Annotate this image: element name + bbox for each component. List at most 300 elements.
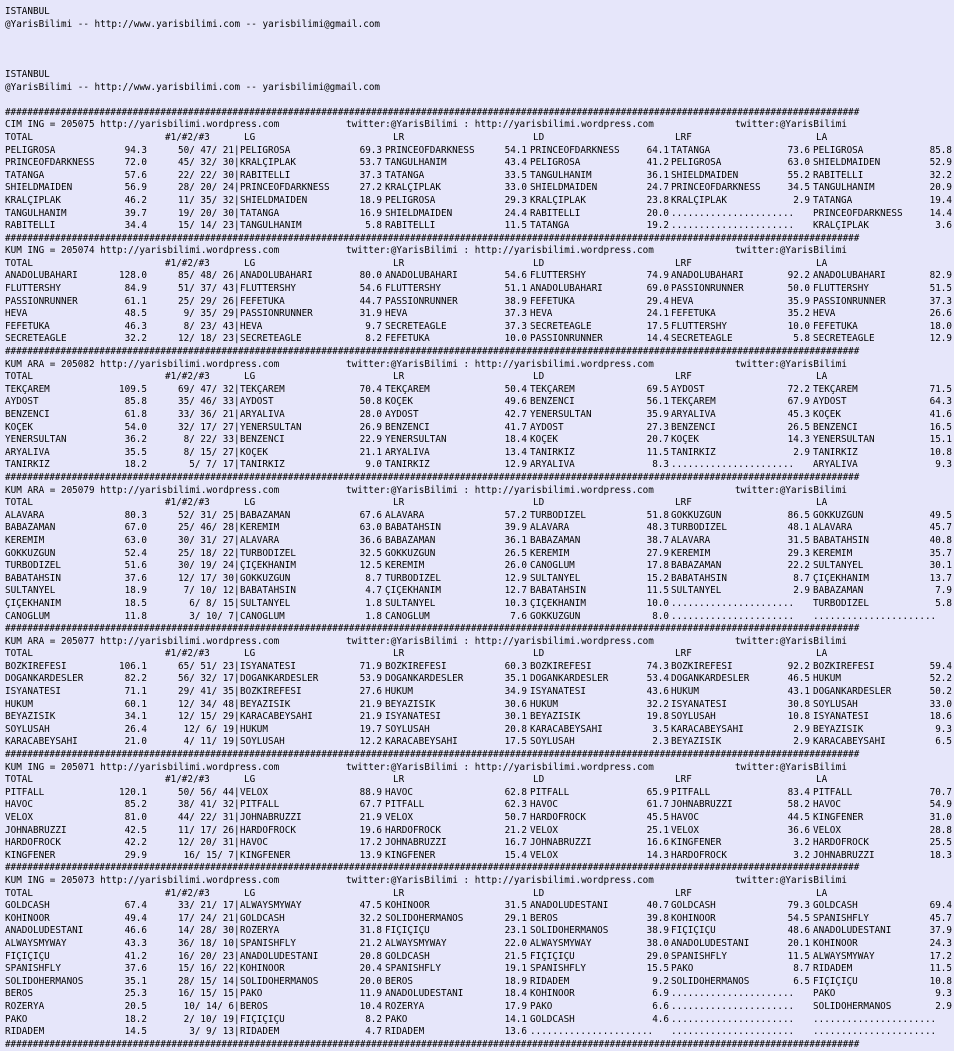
lg-score: 53.7	[359, 157, 382, 169]
table-row	[5, 522, 954, 535]
table-row	[5, 585, 954, 598]
lrf-name: ......................	[671, 597, 795, 609]
column-divider: |	[234, 799, 240, 811]
total-score: 14.5	[124, 1026, 147, 1038]
ld-name: GOLDCASH	[530, 1013, 575, 1025]
la-score: 11.5	[929, 963, 952, 975]
total-score: 41.2	[124, 950, 147, 962]
col-ranks-header: #1/#2/#3	[165, 371, 210, 383]
race-title-line	[5, 762, 954, 775]
la-score: 70.7	[929, 786, 952, 798]
horse-name: FEFETUKA	[5, 320, 50, 332]
la-score: 33.0	[929, 698, 952, 710]
column-divider: |	[234, 144, 240, 156]
lrf-name: HÜKÜM	[671, 686, 699, 698]
ld-name: DOGANKARDESLER	[530, 673, 609, 685]
lg-name: PITFALL	[240, 799, 280, 811]
col-lr-header: LR	[393, 257, 405, 269]
table-row	[5, 535, 954, 548]
table-row	[5, 963, 954, 976]
la-name: TURBODIZEL	[813, 597, 869, 609]
rank-counts: 17/ 24/ 21	[178, 912, 234, 924]
ld-score: 64.1	[646, 144, 669, 156]
race-title: KUM ARA = 205082 http://yarisbilimi.wordpress.com	[5, 358, 280, 370]
lrf-name: KINGFENER	[671, 837, 722, 849]
la-score: 26.6	[929, 308, 952, 320]
ld-score: 11.5	[646, 446, 669, 458]
horse-name: HARDOFROCK	[5, 837, 61, 849]
horse-name: ALAVARA	[5, 509, 45, 521]
lrf-score: 36.6	[787, 824, 810, 836]
lr-score: 29.1	[504, 912, 527, 924]
lr-name: ÇIÇEKHANIM	[385, 585, 441, 597]
lr-name: PITFALL	[385, 799, 425, 811]
ld-score: 17.5	[646, 320, 669, 332]
la-score: 52.9	[929, 157, 952, 169]
col-lg-header: LG	[244, 371, 256, 383]
twitter-handle: twitter:@YarisBilimi	[735, 484, 847, 496]
ld-name: HEVA	[530, 308, 553, 320]
rank-counts: 16/ 20/ 23	[178, 950, 234, 962]
lrf-score: 20.1	[787, 937, 810, 949]
lrf-score: 2.9	[793, 723, 810, 735]
lg-name: HÜKÜM	[240, 723, 268, 735]
lr-name: SPANISHFLY	[385, 963, 441, 975]
rank-counts: 52/ 31/ 25	[178, 509, 234, 521]
race-title-line	[5, 245, 954, 258]
la-score: 20.9	[929, 182, 952, 194]
la-name: TEKÇAREM	[813, 383, 858, 395]
total-score: 21.0	[124, 736, 147, 748]
total-score: 43.3	[124, 937, 147, 949]
la-name: RIDADEM	[813, 963, 853, 975]
lr-name: BEYAZISIK	[385, 698, 436, 710]
horse-name: ÇIÇEKHANIM	[5, 597, 61, 609]
hash-separator: ##########################################################################################################################################################	[5, 232, 860, 244]
lrf-name: KÖÇEK	[671, 434, 699, 446]
total-score: 57.6	[124, 169, 147, 181]
lrf-name: TANIRKIZ	[671, 446, 716, 458]
column-divider: |	[234, 912, 240, 924]
ld-score: 9.2	[652, 975, 669, 987]
race-title: KUM ING = 205073 http://yarisbilimi.wordpress.com	[5, 874, 280, 886]
lg-name: VELOX	[240, 786, 268, 798]
lrf-name: FEFETUKA	[671, 308, 716, 320]
column-divider: |	[234, 824, 240, 836]
column-divider: |	[234, 534, 240, 546]
hash-separator: ##########################################################################################################################################################	[5, 106, 860, 118]
ld-name: SOLIDOHERMANOS	[530, 925, 609, 937]
ld-score: 40.7	[646, 900, 669, 912]
lg-score: 32.2	[359, 912, 382, 924]
ld-score: 29.4	[646, 295, 669, 307]
horse-name: HÜKÜM	[5, 698, 33, 710]
rank-counts: 45/ 32/ 30	[178, 157, 234, 169]
lr-name: PELIGROSA	[385, 194, 436, 206]
rank-counts: 12/ 18/ 23	[178, 333, 234, 345]
la-name: TATANGA	[813, 194, 853, 206]
la-score: 16.5	[929, 421, 952, 433]
column-divider: |	[234, 560, 240, 572]
lg-name: BENZENCI	[240, 434, 285, 446]
lrf-name: DOGANKARDESLER	[671, 673, 750, 685]
lg-name: TATANGA	[240, 207, 280, 219]
lg-score: 19.6	[359, 824, 382, 836]
table-row	[5, 157, 954, 170]
horse-name: TATANGA	[5, 169, 45, 181]
la-score: 69.4	[929, 900, 952, 912]
lrf-score: 26.5	[787, 421, 810, 433]
column-divider: |	[234, 849, 240, 861]
lrf-name: SOLIDOHERMANOS	[671, 975, 750, 987]
lg-score: 8.2	[365, 1013, 382, 1025]
rank-counts: 3/ 10/ 7	[189, 610, 234, 622]
lrf-name: BABAZAMAN	[671, 560, 722, 572]
lrf-score: 50.0	[787, 283, 810, 295]
ld-score: 4.6	[652, 1013, 669, 1025]
table-row	[5, 409, 954, 422]
lrf-score: 48.6	[787, 925, 810, 937]
la-score: 10.8	[929, 446, 952, 458]
total-score: 120.1	[119, 786, 147, 798]
la-score: 9.3	[935, 988, 952, 1000]
ld-name: PELIGROSA	[530, 157, 581, 169]
col-ld-header: LD	[533, 774, 545, 786]
horse-name: SULTANYEL	[5, 585, 56, 597]
rank-counts: 12/ 17/ 30	[178, 572, 234, 584]
lr-name: SOLIDOHERMANOS	[385, 912, 464, 924]
lrf-name: ......................	[671, 207, 795, 219]
col-la-header: LA	[816, 887, 828, 899]
horse-name: RABITELLI	[5, 220, 56, 232]
rank-counts: 8/ 23/ 43	[183, 320, 234, 332]
lg-score: 21.9	[359, 812, 382, 823]
hash-separator: ##########################################################################################################################################################	[5, 862, 860, 874]
ld-name: KEREMIM	[530, 547, 570, 559]
lg-name: DOGANKARDESLER	[240, 673, 319, 685]
table-row	[5, 1026, 954, 1039]
lr-score: 21.2	[504, 824, 527, 836]
table-row	[5, 396, 954, 409]
race-title: KUM ING = 205071 http://yarisbilimi.wordpress.com	[5, 761, 280, 773]
la-score: 45.7	[929, 522, 952, 534]
lrf-score: 8.7	[793, 572, 810, 584]
rank-counts: 2/ 10/ 19	[183, 1013, 234, 1025]
lr-score: 30.1	[504, 711, 527, 723]
lg-name: YENERSULTAN	[240, 421, 302, 433]
hash-separator: ##########################################################################################################################################################	[5, 346, 860, 358]
table-row	[5, 308, 954, 321]
column-divider: |	[234, 434, 240, 446]
ld-score: 38.7	[646, 534, 669, 546]
col-lrf-header: LRF	[675, 131, 692, 143]
lg-score: 80.0	[359, 270, 382, 282]
column-divider: |	[234, 220, 240, 232]
lrf-name: HEVA	[671, 295, 694, 307]
lg-name: KRALÇIPLAK	[240, 157, 296, 169]
horse-name: SHIELDMAIDEN	[5, 182, 73, 194]
lg-score: 8.7	[365, 572, 382, 584]
lrf-name: ANADOLUBAHARI	[671, 270, 744, 282]
horse-name: FIÇIÇIÇU	[5, 950, 50, 962]
col-ranks-header: #1/#2/#3	[165, 131, 210, 143]
total-score: 56.9	[124, 182, 147, 194]
lg-name: ALWAYSMYWAY	[240, 900, 302, 912]
column-divider: |	[234, 409, 240, 420]
lr-name: KOHINOOR	[385, 900, 430, 912]
table-row	[5, 1014, 954, 1027]
twitter-link: twitter:@YarisBilimi : http://yarisbilimi.wordpress.com	[346, 119, 654, 131]
ld-name: ......................	[530, 1026, 654, 1038]
ld-score: 8.3	[652, 459, 669, 471]
horse-name: BEROS	[5, 988, 33, 1000]
rank-counts: 28/ 20/ 24	[178, 182, 234, 194]
table-row	[5, 900, 954, 913]
lrf-score: 79.3	[787, 900, 810, 912]
lg-name: PELIGROSA	[240, 144, 291, 156]
lrf-name: ......................	[671, 1026, 795, 1038]
header-credits-1: @YarisBilimi -- http://www.yarisbilimi.com -- yarisbilimi@gmail.com	[5, 18, 381, 30]
ld-name: ISYANATESI	[530, 686, 586, 698]
lrf-name: GÖKKUZGUN	[671, 509, 722, 521]
horse-name: SOYLUSAH	[5, 723, 50, 735]
lrf-name: HAVOC	[671, 812, 699, 823]
rank-counts: 5/ 7/ 17	[189, 459, 234, 471]
table-row	[5, 951, 954, 964]
lrf-name: ISYANATESI	[671, 698, 727, 710]
lg-score: 67.7	[359, 799, 382, 811]
ld-name: BABATAHSIN	[530, 585, 586, 597]
la-score: 28.8	[929, 824, 952, 836]
lr-score: 29.3	[504, 194, 527, 206]
rank-counts: 25/ 29/ 26	[178, 295, 234, 307]
column-divider: |	[234, 333, 240, 345]
la-name: AYDOST	[813, 396, 847, 408]
table-row	[5, 850, 954, 863]
lg-name: BEYAZISIK	[240, 698, 291, 710]
hash-separator: ##########################################################################################################################################################	[5, 1038, 860, 1050]
la-name: VELOX	[813, 824, 841, 836]
lg-name: SECRETEAGLE	[240, 333, 302, 345]
col-la-header: LA	[816, 131, 828, 143]
ld-score: 53.4	[646, 673, 669, 685]
column-divider: |	[234, 812, 240, 823]
lg-name: ISYANATESI	[240, 660, 296, 672]
lg-score: 47.5	[359, 900, 382, 912]
lg-score: 1.8	[365, 597, 382, 609]
total-score: 67.0	[124, 522, 147, 534]
column-divider: |	[234, 660, 240, 672]
total-score: 18.2	[124, 1013, 147, 1025]
la-name: BOZKIREFESI	[813, 660, 875, 672]
ld-name: RABITELLI	[530, 207, 581, 219]
rank-counts: 33/ 36/ 21	[178, 409, 234, 420]
column-divider: |	[234, 572, 240, 584]
ld-score: 36.1	[646, 169, 669, 181]
col-lg-header: LG	[244, 131, 256, 143]
ld-name: TANGÜLHANIM	[530, 169, 592, 181]
lr-score: 17.5	[504, 736, 527, 748]
lr-score: 15.4	[504, 849, 527, 861]
lg-name: ÇIÇEKHANIM	[240, 560, 296, 572]
lrf-score: 2.9	[793, 585, 810, 597]
la-name: FLUTTERSHY	[813, 283, 869, 295]
horse-name: SOLIDOHERMANOS	[5, 975, 84, 987]
lrf-score: 58.2	[787, 799, 810, 811]
horse-name: PRINCEOFDARKNESS	[5, 157, 95, 169]
ld-name: SHIELDMAIDEN	[530, 182, 598, 194]
la-name: JOHNABRUZZI	[813, 849, 875, 861]
twitter-link: twitter:@YarisBilimi : http://yarisbilimi.wordpress.com	[346, 874, 654, 886]
la-name: FEFETUKA	[813, 320, 858, 332]
lg-name: ROZERYA	[240, 925, 280, 937]
ld-name: YENERSULTAN	[530, 409, 592, 420]
ld-score: 23.8	[646, 194, 669, 206]
lrf-name: TEKÇAREM	[671, 396, 716, 408]
lr-score: 26.0	[504, 560, 527, 572]
column-header-row	[5, 888, 954, 901]
column-header-row	[5, 648, 954, 661]
horse-name: PAKO	[5, 1013, 28, 1025]
total-score: 46.2	[124, 194, 147, 206]
column-divider: |	[234, 686, 240, 698]
lrf-name: ......................	[671, 1013, 795, 1025]
la-name: GOLDCASH	[813, 900, 858, 912]
column-divider: |	[234, 182, 240, 194]
la-name: DOGANKARDESLER	[813, 686, 892, 698]
ld-score: 19.2	[646, 220, 669, 232]
total-score: 18.9	[124, 585, 147, 597]
lr-name: ANADOLUBAHARI	[385, 270, 458, 282]
total-score: 84.9	[124, 283, 147, 295]
total-score: 18.2	[124, 459, 147, 471]
lg-name: TANIRKIZ	[240, 459, 285, 471]
ld-name: ANADOLUDESTANI	[530, 900, 609, 912]
col-lrf-header: LRF	[675, 497, 692, 509]
lg-name: FEFETUKA	[240, 295, 285, 307]
total-score: 25.3	[124, 988, 147, 1000]
total-score: 85.8	[124, 396, 147, 408]
la-score: 2.9	[935, 1000, 952, 1012]
lr-name: HÜKÜM	[385, 686, 413, 698]
table-row	[5, 673, 954, 686]
ld-score: 17.8	[646, 560, 669, 572]
column-divider: |	[234, 421, 240, 433]
horse-name: FLUTTERSHY	[5, 283, 61, 295]
lg-score: 20.0	[359, 975, 382, 987]
la-name: HEVA	[813, 308, 836, 320]
rank-counts: 29/ 41/ 35	[178, 686, 234, 698]
col-lg-header: LG	[244, 257, 256, 269]
lr-name: ISYANATESI	[385, 711, 441, 723]
la-score: 32.2	[929, 169, 952, 181]
la-name: FIÇIÇIÇU	[813, 975, 858, 987]
ld-score: 61.7	[646, 799, 669, 811]
la-score: 85.8	[929, 144, 952, 156]
col-ranks-header: #1/#2/#3	[165, 648, 210, 660]
lr-score: 24.4	[504, 207, 527, 219]
lg-name: BABATAHSIN	[240, 585, 296, 597]
ld-name: BABAZAMAN	[530, 534, 581, 546]
lrf-name: ......................	[671, 988, 795, 1000]
la-name: KINGFENER	[813, 812, 864, 823]
la-score: 49.5	[929, 509, 952, 521]
la-name: ISYANATESI	[813, 711, 869, 723]
total-score: 54.0	[124, 421, 147, 433]
rank-counts: 36/ 18/ 10	[178, 937, 234, 949]
table-row	[5, 1001, 954, 1014]
col-lrf-header: LRF	[675, 648, 692, 660]
ld-name: KARACABEYSAHI	[530, 723, 603, 735]
horse-name: VELOX	[5, 812, 33, 823]
lg-score: 13.9	[359, 849, 382, 861]
total-score: 37.6	[124, 572, 147, 584]
la-name: PASSIONRUNNER	[813, 295, 886, 307]
lr-name: DOGANKARDESLER	[385, 673, 464, 685]
ld-name: KOHINOOR	[530, 988, 575, 1000]
la-score: 7.9	[935, 585, 952, 597]
la-score: 37.3	[929, 295, 952, 307]
ld-score: 41.2	[646, 157, 669, 169]
lrf-score: 14.3	[787, 434, 810, 446]
total-score: 42.5	[124, 824, 147, 836]
ld-name: RIDADEM	[530, 975, 570, 987]
horse-name: TURBODIZEL	[5, 560, 61, 572]
col-la-header: LA	[816, 497, 828, 509]
lg-score: 32.5	[359, 547, 382, 559]
table-row	[5, 812, 954, 825]
ld-name: TEKÇAREM	[530, 383, 575, 395]
lrf-score: 44.5	[787, 812, 810, 823]
lg-name: SHIELDMAIDEN	[240, 194, 308, 206]
hash-separator: ##########################################################################################################################################################	[5, 749, 860, 761]
horse-name: ANADOLUBAHARI	[5, 270, 78, 282]
la-name: SHIELDMAIDEN	[813, 157, 881, 169]
horse-name: SECRETEAGLE	[5, 333, 67, 345]
la-name: KÖÇEK	[813, 409, 841, 420]
ld-name: VELOX	[530, 824, 558, 836]
lr-name: BEROS	[385, 975, 413, 987]
total-score: 46.3	[124, 320, 147, 332]
table-row	[5, 913, 954, 926]
lg-score: 16.9	[359, 207, 382, 219]
lg-score: 27.6	[359, 686, 382, 698]
ld-score: 16.6	[646, 837, 669, 849]
lg-name: TEKÇAREM	[240, 383, 285, 395]
ld-score: 69.0	[646, 283, 669, 295]
lg-name: GÖKKUZGUN	[240, 572, 291, 584]
lg-score: 21.1	[359, 446, 382, 458]
lrf-name: ALAVARA	[671, 534, 711, 546]
ld-name: VELOX	[530, 849, 558, 861]
lrf-score: 10.8	[787, 711, 810, 723]
la-name: YENERSULTAN	[813, 434, 875, 446]
la-score: 18.0	[929, 320, 952, 332]
ld-name: SPANISHFLY	[530, 963, 586, 975]
twitter-handle: twitter:@YarisBilimi	[735, 874, 847, 886]
col-la-header: LA	[816, 257, 828, 269]
la-score: 17.2	[929, 950, 952, 962]
col-lrf-header: LRF	[675, 371, 692, 383]
ld-name: TANIRKIZ	[530, 446, 575, 458]
horse-name: ARYALIVA	[5, 446, 50, 458]
lg-name: BEROS	[240, 1000, 268, 1012]
table-row	[5, 220, 954, 233]
lrf-score: 5.8	[793, 333, 810, 345]
rank-counts: 3/ 9/ 13	[189, 1026, 234, 1038]
ld-name: KÖÇEK	[530, 434, 558, 446]
lr-score: 35.1	[504, 673, 527, 685]
